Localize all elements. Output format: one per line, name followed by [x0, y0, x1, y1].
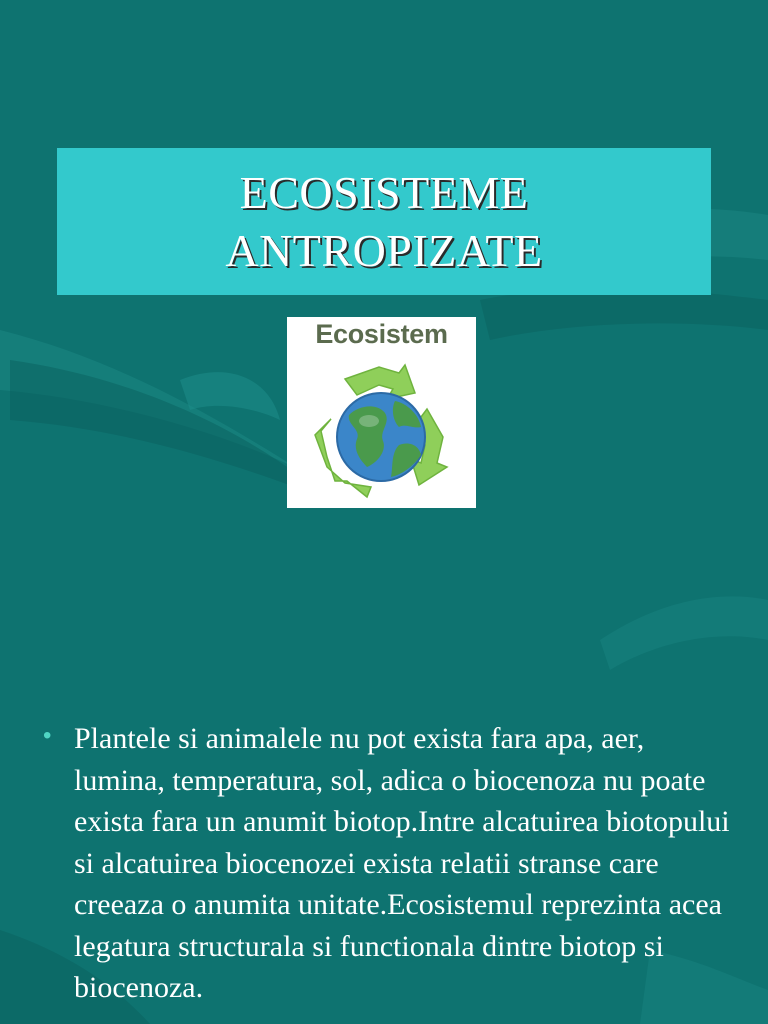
slide-title-line-1: ECOSISTEME: [239, 166, 529, 218]
logo-label: Ecosistem: [315, 319, 448, 349]
bullet-list: [40, 718, 740, 1009]
bullet-item: [40, 718, 740, 1009]
slide-title-line-2: ANTROPIZATE: [225, 224, 543, 276]
bullet-icon: •: [43, 722, 52, 749]
title-banner: [57, 148, 711, 295]
bullet-text: Plantele si animalele nu pot exista fara apa, aer, lumina, temperatura, sol, adica o biocenoza nu poate exista fara un anumit biotop.Intre alcatuirea biotopului si alcatuirea biocenozei exista relatii stranse care creeaza o anumita unitate.Ecosistemul reprezinta acea legatura structurala si functionala dintre biotop si biocenoza.: [74, 722, 730, 1004]
ecosystem-logo: [287, 317, 476, 508]
